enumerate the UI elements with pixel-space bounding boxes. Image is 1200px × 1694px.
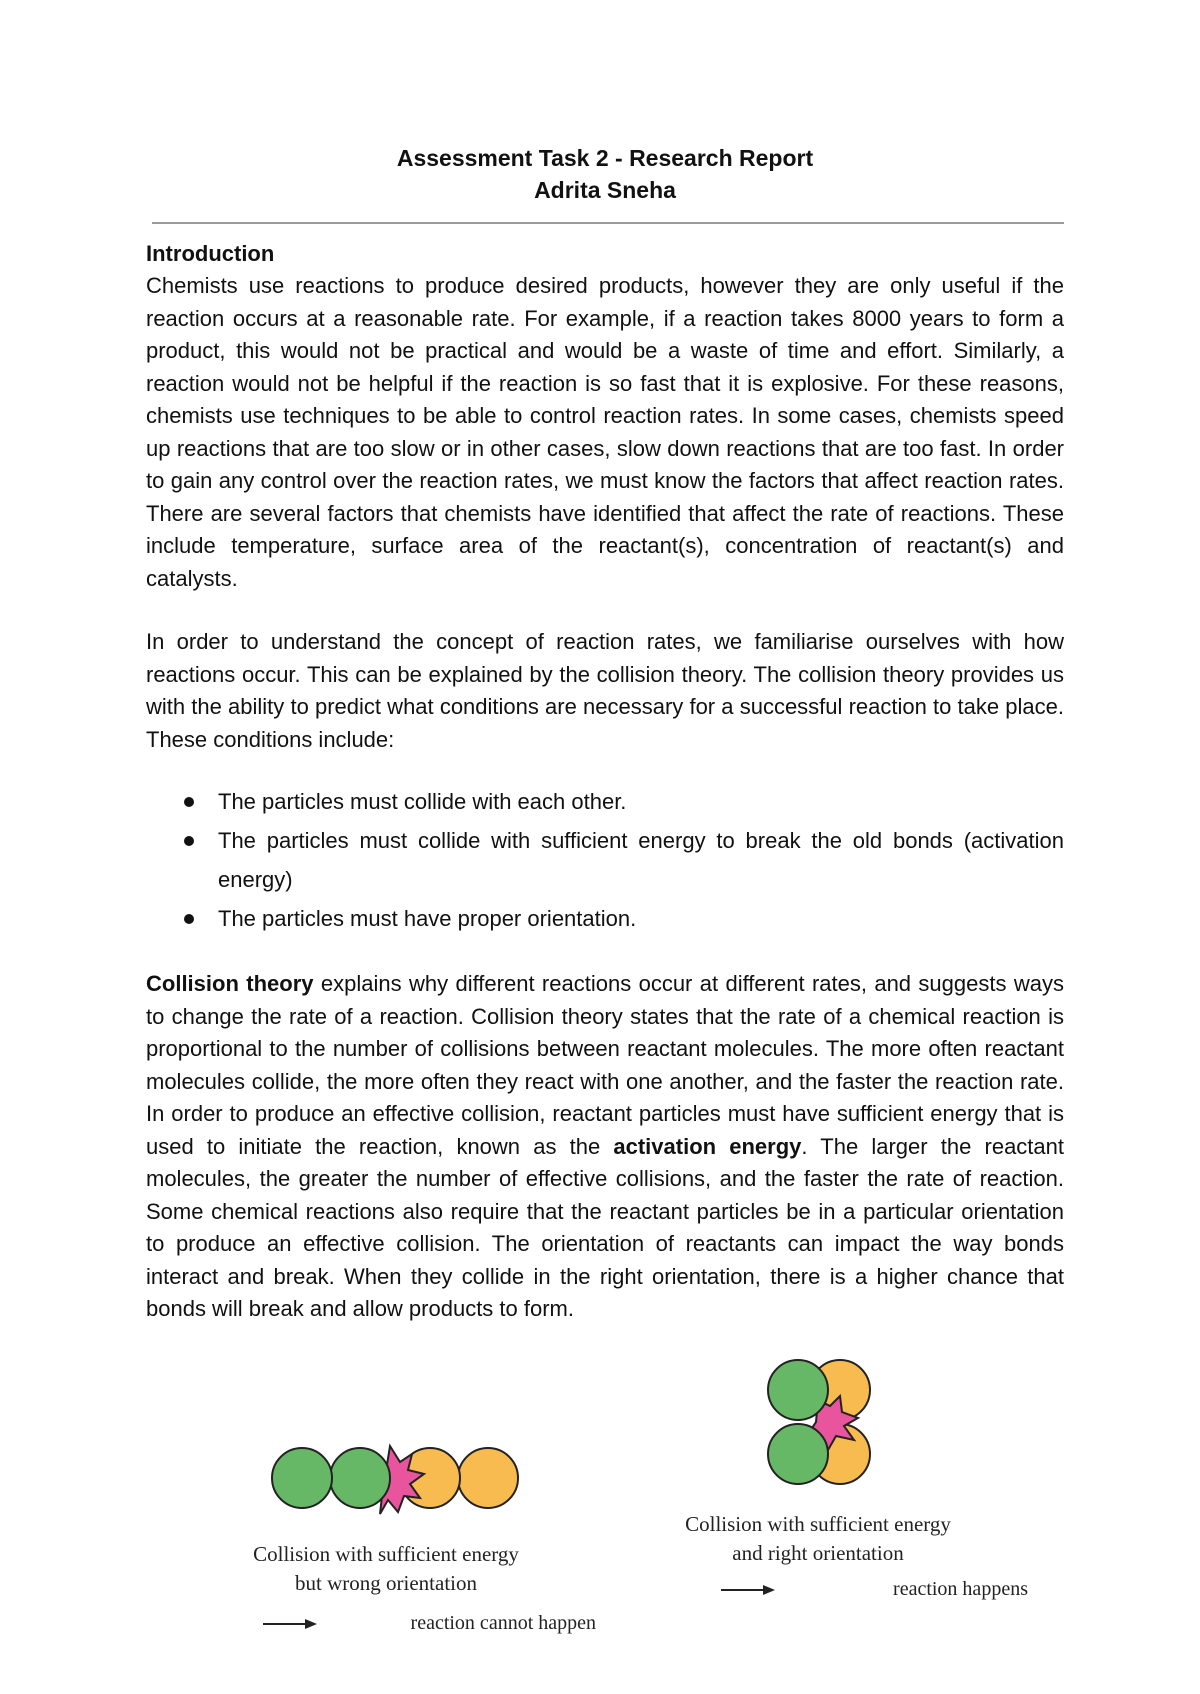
left-caption-line-1: Collision with sufficient energy [253,1542,519,1566]
conditions-list [146,782,1064,938]
right-result-label: reaction happens [893,1578,1028,1600]
document-page [146,142,1064,1326]
diagram-right-orientation [608,1342,1028,1601]
bullet-icon [184,836,194,846]
introduction-heading: Introduction [146,241,275,266]
arrow-right-icon [263,1617,317,1631]
title-divider [152,222,1064,224]
wrong-orientation-illustration [176,1400,596,1540]
arrow-right-icon [721,1583,775,1597]
document-title: Assessment Task 2 - Research Report [396,145,814,171]
activation-energy-term: activation energy [613,1133,802,1159]
bullet-icon [184,914,194,924]
author-name: Adrita Sneha [534,177,676,203]
intro-paragraph-2: In order to understand the concept of reaction rates, we familiarise ourselves with how reactions occur. This can be explained by the collision theory. The collision theory provides us with the ability to predict what conditions are necessary for a successful reaction to take place. These conditions include: [146,629,1064,752]
left-result-label: reaction cannot happen [410,1612,596,1634]
right-orientation-illustration [608,1342,1028,1510]
list-item: The particles must collide with sufficient energy to break the old bonds (activation energy) [146,821,1064,899]
left-caption-line-2: but wrong orientation [295,1571,477,1595]
list-item: The particles must collide with each other. [146,782,1064,821]
diagram-wrong-orientation [176,1400,596,1635]
bullet-icon [184,797,194,807]
intro-paragraph-1: Chemists use reactions to produce desired products, however they are only useful if the reaction occurs at a reasonable rate. For example, if a reaction takes 8000 years to form a product, this would not be practical and would be a waste of time and effort. Similarly, a reaction would not be helpful if the reaction is so fast that it is explosive. For these reasons, chemists use techniques to be able to control reaction rates. In some cases, chemists speed up reactions that are too slow or in other cases, slow down reactions that are too fast. In order to gain any control over the reaction rates, we must know the factors that affect reaction rates. There are several factors that chemists have identified that affect the rate of reactions. These include temperature, surface area of the reactant(s), concentration of reactant(s) and catalysts. [146,273,1064,591]
collision-theory-term: Collision theory [146,971,314,996]
right-caption-line-2: and right orientation [732,1541,904,1565]
collision-theory-paragraph: Collision theory explains why different reactions occur at different rates, and suggests ways to change the rate of a reaction. Collision theory states that the rate of a chemical reaction is proportional to the number of collisions between reactant molecules. The more often reactant molecules collide, the more often they react with one another, and the faster the reaction rate. In order to produce an effective collision, reactant particles must have sufficient energy that is used to initiate the reaction, known as the activation energy. The larger the reactant molecules, the greater the number of effective collisions, and the faster the rate of reaction. Some chemical reactions also require that the reactant particles be in a particular orientation to produce an effective collision. The orientation of reactants can impact the way bonds interact and break. When they collide in the right orientation, there is a higher chance that bonds will break and allow products to form. [146,971,1065,1321]
list-item: The particles must have proper orientation. [146,899,1064,938]
right-caption-line-1: Collision with sufficient energy [685,1512,951,1536]
